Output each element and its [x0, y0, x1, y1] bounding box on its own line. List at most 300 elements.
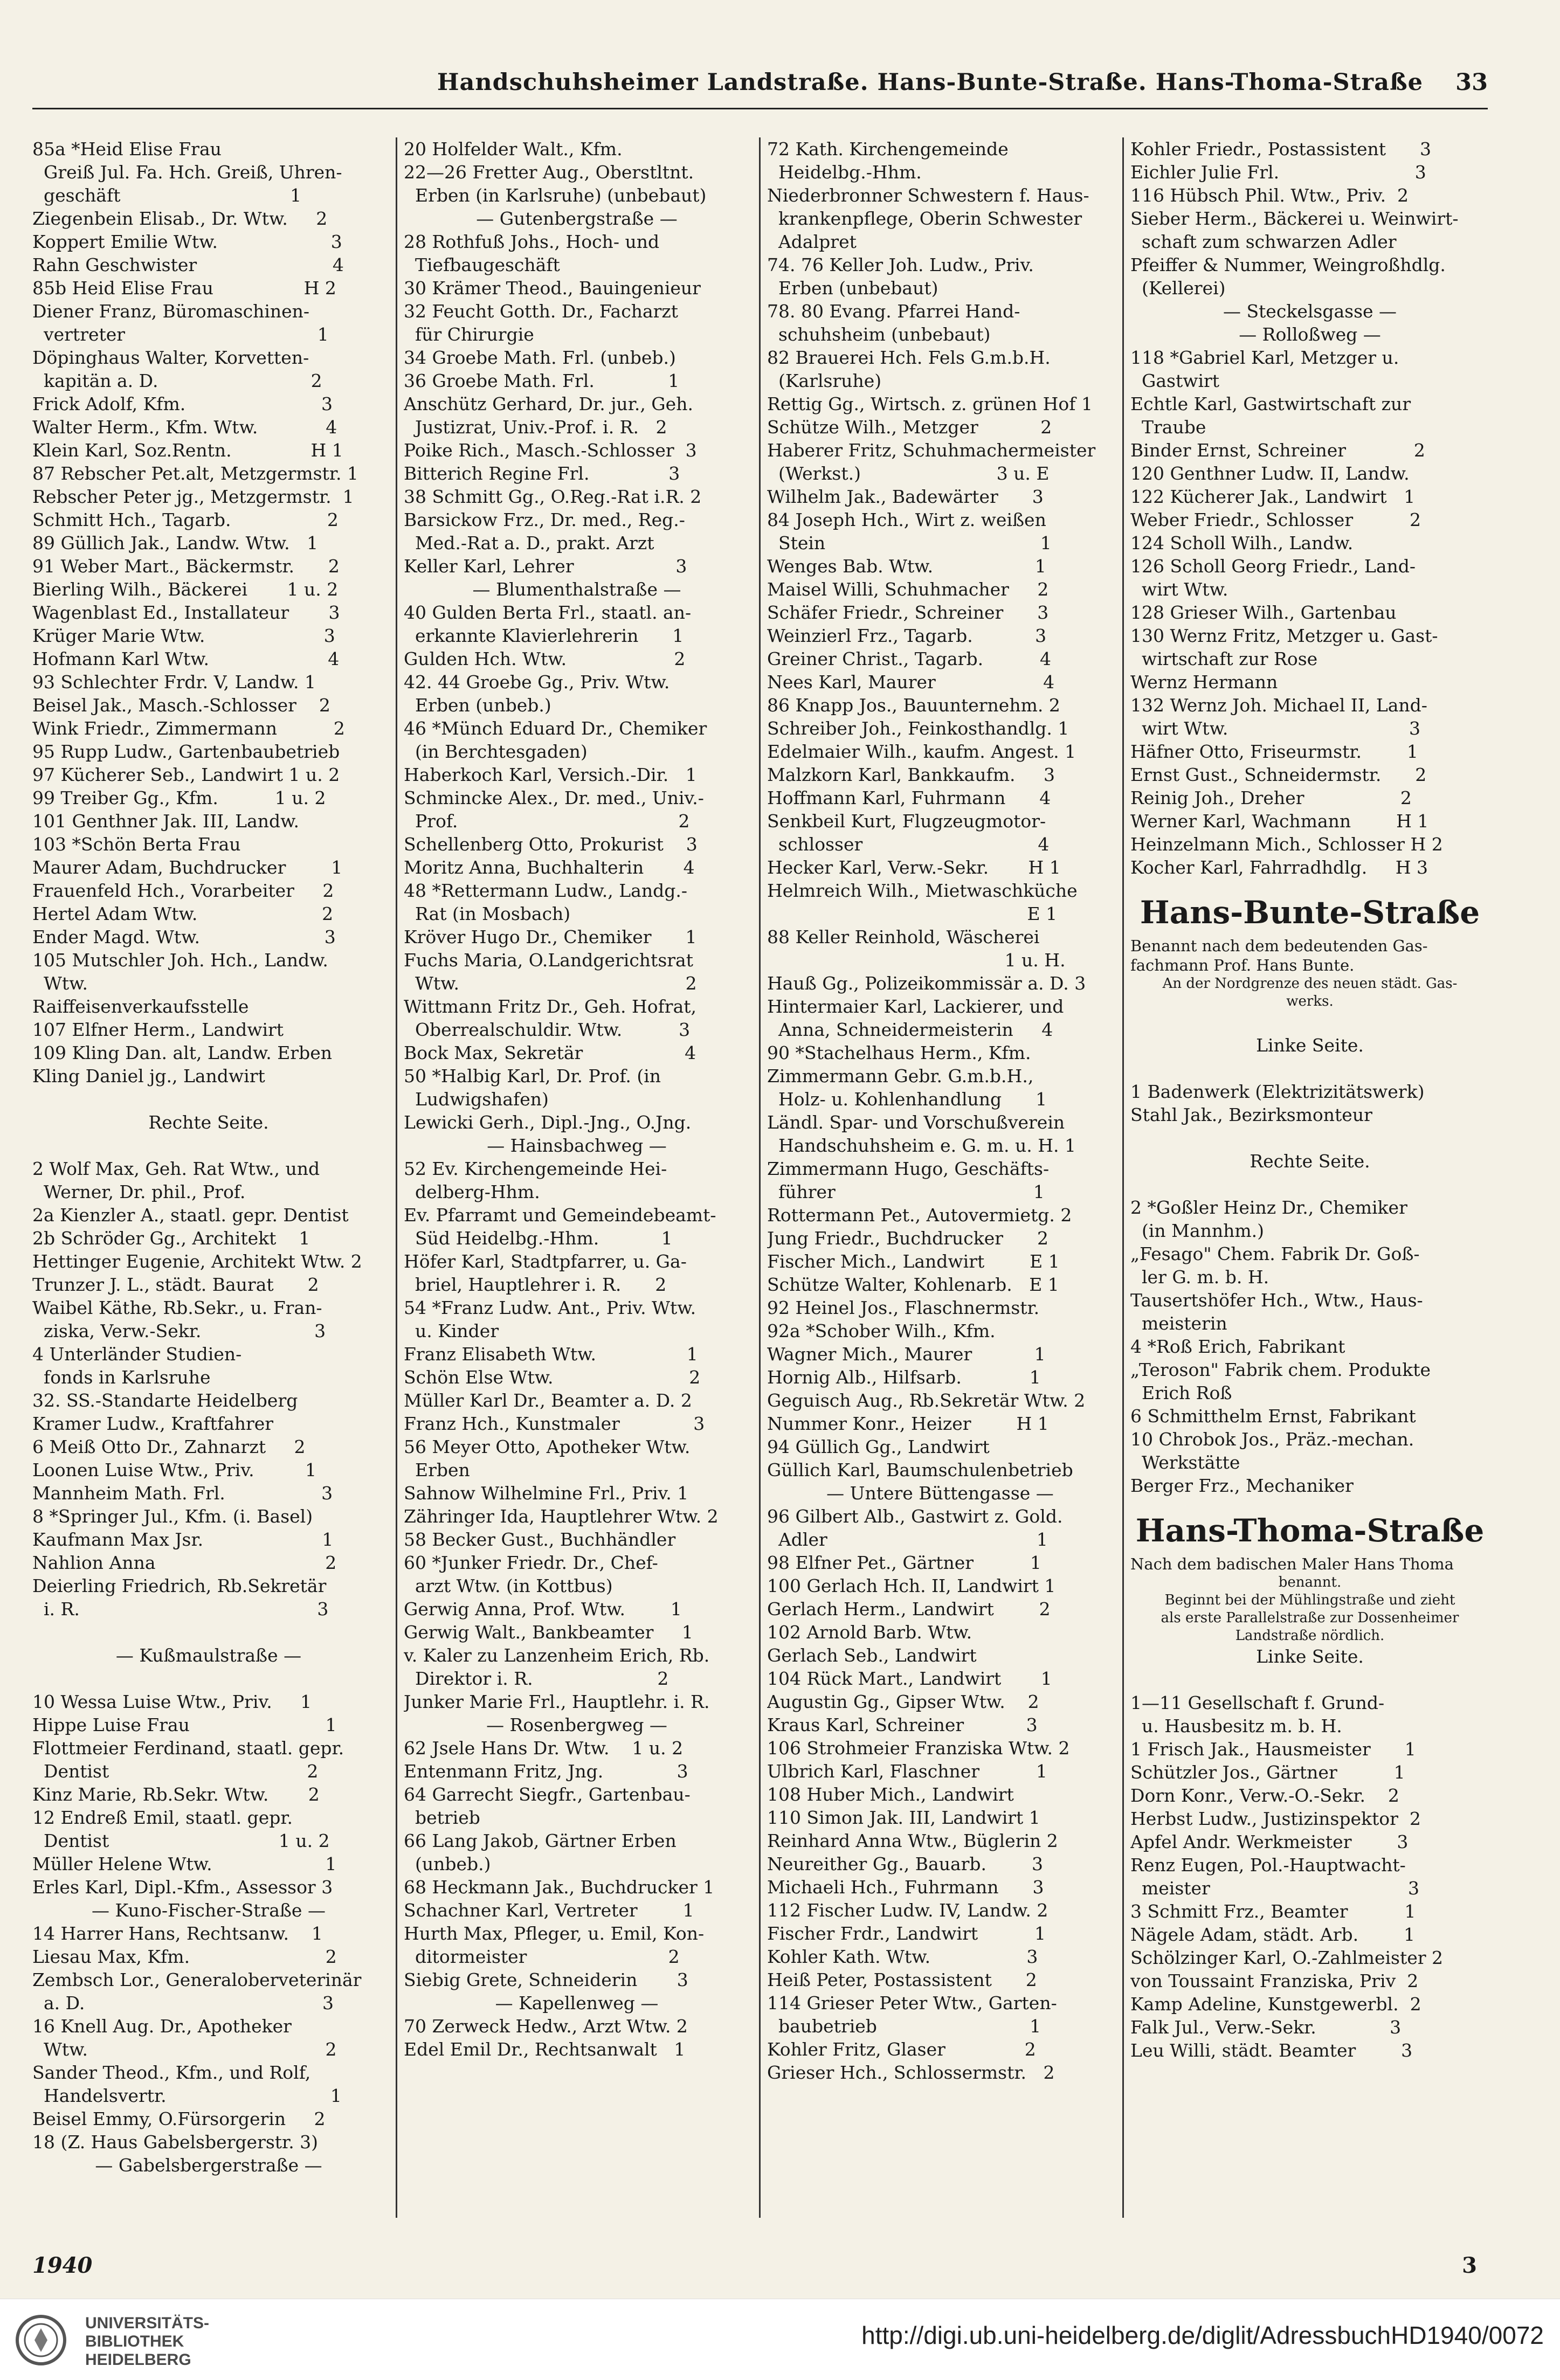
directory-entry: Beisel Jak., Masch.-Schlosser 2: [32, 695, 330, 716]
section-heading: — Hainsbachweg —: [487, 1135, 667, 1156]
directory-entry: 103 *Schön Berta Frau: [32, 834, 241, 855]
directory-entry: „Teroson" Fabrik chem. Produkte: [1130, 1359, 1431, 1380]
directory-entry: wirt Wtw.: [1130, 579, 1228, 600]
directory-entry: Fischer Mich., Landwirt E 1: [767, 1251, 1060, 1272]
directory-entry: Wagenblast Ed., Installateur 3: [32, 602, 340, 623]
directory-entry: 12 Endreß Emil, staatl. gepr.: [32, 1807, 293, 1828]
directory-entry: 132 Wernz Joh. Michael II, Land-: [1130, 695, 1427, 716]
directory-entry: Hauß Gg., Polizeikommissär a. D. 3: [767, 973, 1086, 994]
directory-entry: Eichler Julie Frl. 3: [1130, 162, 1426, 183]
directory-entry: 20 Holfelder Walt., Kfm.: [404, 139, 623, 160]
directory-entry: u. Hausbesitz m. b. H.: [1130, 1715, 1342, 1736]
directory-entry: Maisel Willi, Schuhmacher 2: [767, 579, 1049, 600]
directory-entry: 6 Meiß Otto Dr., Zahnarzt 2: [32, 1436, 306, 1457]
directory-entry: Rottermann Pet., Autovermietg. 2: [767, 1205, 1072, 1226]
directory-column-1: [32, 137, 385, 2218]
directory-entry: u. Kinder: [404, 1320, 499, 1341]
directory-entry: Prof. 2: [404, 811, 690, 832]
directory-entry: Wink Friedr., Zimmermann 2: [32, 718, 345, 739]
directory-entry: Echtle Karl, Gastwirtschaft zur: [1130, 393, 1411, 414]
directory-column-3: [759, 137, 1113, 2218]
directory-entry: Berger Frz., Mechaniker: [1130, 1475, 1354, 1496]
directory-entry: 4 *Roß Erich, Fabrikant: [1130, 1336, 1345, 1357]
directory-entry: Handschuhsheim e. G. m. u. H. 1: [767, 1135, 1076, 1156]
directory-entry: 1 Frisch Jak., Hausmeister 1: [1130, 1739, 1416, 1760]
directory-entry: 93 Schlechter Frdr. V, Landw. 1: [32, 672, 316, 693]
directory-entry: Frick Adolf, Kfm. 3: [32, 393, 333, 414]
directory-entry: „Fesago" Chem. Fabrik Dr. Goß-: [1130, 1243, 1420, 1264]
directory-entry: wirt Wtw. 3: [1130, 718, 1420, 739]
directory-entry: Siebig Grete, Schneiderin 3: [404, 1969, 688, 1990]
footer-page-number: 3: [1462, 2253, 1477, 2278]
directory-entry: kapitän a. D. 2: [32, 370, 322, 391]
directory-entry: 105 Mutschler Joh. Hch., Landw.: [32, 950, 328, 971]
directory-entry: Beisel Emmy, O.Fürsorgerin 2: [32, 2108, 326, 2129]
directory-entry: von Toussaint Franziska, Priv 2: [1130, 1970, 1419, 1991]
directory-entry: Tausertshöfer Hch., Wtw., Haus-: [1130, 1290, 1423, 1311]
directory-entry: wirtschaft zur Rose: [1130, 648, 1318, 669]
directory-entry: geschäft 1: [32, 185, 302, 206]
directory-entry: [32, 1088, 385, 1111]
directory-entry: 104 Rück Mart., Landwirt 1: [767, 1668, 1052, 1689]
directory-entry: Kaufmann Max Jsr. 1: [32, 1529, 334, 1550]
directory-entry: Wtw. 2: [32, 2039, 337, 2060]
directory-entry: Raiffeisenverkaufsstelle: [32, 996, 249, 1017]
directory-entry: schuhsheim (unbebaut): [767, 324, 991, 345]
directory-entry: Neureither Gg., Bauarb. 3: [767, 1853, 1043, 1874]
directory-entry: 95 Rupp Ludw., Gartenbaubetrieb: [32, 741, 340, 762]
section-heading: — Kuno-Fischer-Straße —: [92, 1900, 326, 1921]
directory-entry: Flottmeier Ferdinand, staatl. gepr.: [32, 1738, 344, 1759]
directory-entry: 32. SS.-Standarte Heidelberg: [32, 1390, 298, 1411]
directory-entry: Apfel Andr. Werkmeister 3: [1130, 1831, 1409, 1852]
directory-entry: Kinz Marie, Rb.Sekr. Wtw. 2: [32, 1784, 320, 1805]
library-bar: [0, 2299, 1560, 2380]
directory-entry: Beginnt bei der Mühlingstraße und zieht: [1164, 1592, 1455, 1608]
directory-entry: 72 Kath. Kirchengemeinde: [767, 139, 1009, 160]
directory-entry: Müller Karl Dr., Beamter a. D. 2: [404, 1390, 692, 1411]
directory-entry: Sander Theod., Kfm., und Rolf,: [32, 2062, 311, 2083]
directory-entry: (in Berchtesgaden): [404, 741, 588, 762]
library-name-line-3: HEIDELBERG: [85, 2351, 191, 2369]
directory-entry: [32, 1667, 385, 1690]
directory-entry: Jung Friedr., Buchdrucker 2: [767, 1228, 1048, 1249]
directory-entry: Rat (in Mosbach): [404, 903, 571, 924]
directory-entry: 88 Keller Reinhold, Wäscherei: [767, 926, 1040, 947]
directory-entry: E 1: [767, 903, 1058, 924]
directory-entry: Schützler Jos., Gärtner 1: [1130, 1762, 1405, 1783]
page-header-titles: Handschuhsheimer Landstraße. Hans-Bunte-Straße. Hans-Thoma-Straße: [437, 69, 1423, 96]
directory-entry: meisterin: [1130, 1313, 1227, 1334]
section-heading: Rechte Seite.: [148, 1112, 269, 1133]
directory-entry: 106 Strohmeier Franziska Wtw. 2: [767, 1738, 1070, 1759]
directory-entry: Ludwigshafen): [404, 1089, 549, 1110]
directory-entry: Häfner Otto, Friseurmstr. 1: [1130, 741, 1418, 762]
directory-entry: Zimmermann Gebr. G.m.b.H.,: [767, 1066, 1034, 1087]
directory-entry: Renz Eugen, Pol.-Hauptwacht-: [1130, 1855, 1406, 1876]
library-name-line-1: UNIVERSITÄTS-: [85, 2314, 210, 2332]
directory-entry: 28 Rothfuß Johs., Hoch- und: [404, 231, 660, 252]
directory-entry: Waibel Käthe, Rb.Sekr., u. Fran-: [32, 1297, 322, 1318]
section-heading: Linke Seite.: [1256, 1646, 1364, 1667]
directory-entry: Binder Ernst, Schreiner 2: [1130, 440, 1425, 461]
directory-entry: krankenpflege, Oberin Schwester: [767, 208, 1082, 229]
directory-entry: Heiß Peter, Postassistent 2: [767, 1969, 1037, 1990]
directory-entry: Rahn Geschwister 4: [32, 254, 344, 275]
directory-entry: Gastwirt: [1130, 370, 1220, 391]
directory-entry: Dentist 2: [32, 1761, 319, 1782]
directory-entry: 87 Rebscher Pet.alt, Metzgermstr. 1: [32, 463, 358, 484]
directory-entry: Zimmermann Hugo, Geschäfts-: [767, 1158, 1050, 1179]
directory-entry: Trunzer J. L., städt. Baurat 2: [32, 1274, 319, 1295]
directory-entry: (in Mannhm.): [1130, 1220, 1265, 1241]
directory-entry: schlosser 4: [767, 834, 1050, 855]
directory-entry: 85b Heid Elise Frau H 2: [32, 278, 336, 299]
directory-entry: Nees Karl, Maurer 4: [767, 672, 1055, 693]
directory-entry: Liesau Max, Kfm. 2: [32, 1946, 337, 1967]
directory-entry: Mannheim Math. Frl. 3: [32, 1483, 333, 1504]
directory-entry: Herbst Ludw., Justizinspektor 2: [1130, 1808, 1421, 1829]
directory-entry: ziska, Verw.-Sekr. 3: [32, 1320, 326, 1341]
directory-entry: 32 Feucht Gotth. Dr., Facharzt: [404, 301, 679, 322]
permalink-url[interactable]: http://digi.ub.uni-heidelberg.de/diglit/AdressbuchHD1940/0072: [861, 2321, 1544, 2349]
directory-entry: Klein Karl, Soz.Rentn. H 1: [32, 440, 343, 461]
directory-entry: Kocher Karl, Fahrradhdlg. H 3: [1130, 857, 1428, 878]
directory-entry: Greiner Christ., Tagarb. 4: [767, 648, 1051, 669]
directory-entry: 1 u. H.: [767, 950, 1066, 971]
directory-entry: benannt.: [1278, 1574, 1342, 1590]
directory-entry: 100 Gerlach Hch. II, Landwirt 1: [767, 1575, 1056, 1596]
directory-entry: Grieser Hch., Schlossermstr. 2: [767, 2062, 1055, 2083]
directory-entry: 1—11 Gesellschaft f. Grund-: [1130, 1692, 1385, 1713]
section-heading: — Rosenbergweg —: [486, 1714, 667, 1735]
directory-entry: Ender Magd. Wtw. 3: [32, 926, 336, 947]
directory-entry: Heidelbg.-Hhm.: [767, 162, 922, 183]
street-heading: Hans-Bunte-Straße: [1140, 894, 1480, 931]
directory-entry: 70 Zerweck Hedw., Arzt Wtw. 2: [404, 2016, 688, 2037]
directory-entry: 64 Garrecht Siegfr., Gartenbau-: [404, 1784, 691, 1805]
directory-entry: Helmreich Wilh., Mietwaschküche: [767, 880, 1078, 901]
directory-entry: Schellenberg Otto, Prokurist 3: [404, 834, 698, 855]
directory-entry: a. D. 3: [32, 1992, 334, 2014]
directory-entry: Kamp Adeline, Kunstgewerbl. 2: [1130, 1994, 1421, 2015]
directory-entry: (Werkst.) 3 u. E: [767, 463, 1050, 484]
directory-entry: 74. 76 Keller Joh. Ludw., Priv.: [767, 254, 1034, 275]
directory-entry: 6 Schmitthelm Ernst, Fabrikant: [1130, 1406, 1416, 1427]
directory-entry: 3 Schmitt Frz., Beamter 1: [1130, 1901, 1416, 1922]
directory-entry: Anschütz Gerhard, Dr. jur., Geh.: [404, 393, 693, 414]
section-heading: — Rolloßweg —: [1239, 324, 1381, 345]
directory-entry: Erben (in Karlsruhe) (unbebaut): [404, 185, 707, 206]
directory-entry: Holz- u. Kohlenhandlung 1: [767, 1089, 1047, 1110]
directory-entry: 97 Kücherer Seb., Landwirt 1 u. 2: [32, 764, 340, 785]
directory-entry: arzt Wtw. (in Kottbus): [404, 1575, 613, 1596]
directory-entry: Kohler Kath. Wtw. 3: [767, 1946, 1038, 1967]
directory-entry: Schmincke Alex., Dr. med., Univ.-: [404, 787, 704, 808]
directory-entry: Wtw.: [32, 973, 88, 994]
directory-entry: Erben: [404, 1459, 470, 1480]
directory-entry: Hecker Karl, Verw.-Sekr. H 1: [767, 857, 1061, 878]
directory-entry: Barsickow Frz., Dr. med., Reg.-: [404, 509, 685, 530]
directory-entry: 22—26 Fretter Aug., Oberstltnt.: [404, 162, 694, 183]
directory-entry: 14 Harrer Hans, Rechtsanw. 1: [32, 1923, 323, 1944]
directory-entry: Gerlach Seb., Landwirt: [767, 1645, 977, 1666]
directory-entry: delberg-Hhm.: [404, 1181, 540, 1202]
directory-entry: 101 Genthner Jak. III, Landw.: [32, 811, 299, 832]
directory-entry: Malzkorn Karl, Bankkaufm. 3: [767, 764, 1055, 785]
directory-entry: Wernz Hermann: [1130, 672, 1278, 693]
directory-column-2: [396, 137, 750, 2218]
directory-entry: Weinzierl Frz., Tagarb. 3: [767, 625, 1047, 646]
directory-entry: Zembsch Lor., Generaloberveterinär: [32, 1969, 362, 1990]
directory-entry: Fuchs Maria, O.Landgerichtsrat: [404, 950, 693, 971]
directory-entry: Kohler Friedr., Postassistent 3: [1130, 139, 1431, 160]
directory-entry: Falk Jul., Verw.-Sekr. 3: [1130, 2017, 1402, 2038]
directory-entry: 4 Unterländer Studien-: [32, 1344, 242, 1365]
directory-entry: Loonen Luise Wtw., Priv. 1: [32, 1459, 316, 1480]
directory-entry: Gerwig Walt., Bankbeamter 1: [404, 1622, 693, 1643]
directory-entry: Walter Herm., Kfm. Wtw. 4: [32, 417, 337, 438]
directory-entry: fonds in Karlsruhe: [32, 1367, 211, 1388]
directory-entry: Bitterich Regine Frl. 3: [404, 463, 680, 484]
directory-entry: Rettig Gg., Wirtsch. z. grünen Hof 1: [767, 393, 1093, 414]
directory-entry: Franz Hch., Kunstmaler 3: [404, 1413, 705, 1434]
directory-entry: Hintermaier Karl, Lackierer, und: [767, 996, 1064, 1017]
directory-entry: Rebscher Peter jg., Metzgermstr. 1: [32, 486, 354, 507]
directory-entry: Gulden Hch. Wtw. 2: [404, 648, 686, 669]
directory-entry: Ländl. Spar- und Vorschußverein: [767, 1112, 1065, 1133]
directory-entry: Greiß Jul. Fa. Hch. Greiß, Uhren-: [32, 162, 342, 183]
directory-entry: Sahnow Wilhelmine Frl., Priv. 1: [404, 1483, 689, 1504]
directory-entry: 10 Wessa Luise Wtw., Priv. 1: [32, 1691, 312, 1712]
directory-entry: 98 Elfner Pet., Gärtner 1: [767, 1552, 1041, 1573]
directory-entry: Deierling Friedrich, Rb.Sekretär: [32, 1575, 327, 1596]
directory-entry: 38 Schmitt Gg., O.Reg.-Rat i.R. 2: [404, 486, 702, 507]
directory-entry: Süd Heidelbg.-Hhm. 1: [404, 1228, 673, 1249]
section-heading: — Blumenthalstraße —: [472, 579, 681, 600]
directory-entry: 46 *Münch Eduard Dr., Chemiker: [404, 718, 707, 739]
directory-entry: Edelmaier Wilh., kaufm. Angest. 1: [767, 741, 1076, 762]
directory-entry: 52 Ev. Kirchengemeinde Hei-: [404, 1158, 667, 1179]
directory-entry: meister 3: [1130, 1878, 1419, 1899]
section-heading: — Steckelsgasse —: [1223, 301, 1397, 322]
directory-entry: Ernst Gust., Schneidermstr. 2: [1130, 764, 1427, 785]
directory-entry: 89 Güllich Jak., Landw. Wtw. 1: [32, 532, 319, 554]
directory-entry: (unbeb.): [404, 1853, 491, 1874]
directory-entry: Zähringer Ida, Hauptlehrer Wtw. 2: [404, 1506, 719, 1527]
directory-entry: Kröver Hugo Dr., Chemiker 1: [404, 926, 697, 947]
directory-entry: 2 Wolf Max, Geh. Rat Wtw., und: [32, 1158, 320, 1179]
directory-entry: 94 Güllich Gg., Landwirt: [767, 1436, 990, 1457]
directory-entry: führer 1: [767, 1181, 1045, 1202]
directory-entry: fachmann Prof. Hans Bunte.: [1130, 956, 1355, 974]
directory-entry: Schachner Karl, Vertreter 1: [404, 1900, 694, 1921]
directory-entry: Erben (unbebaut): [767, 278, 938, 299]
section-heading: — Gabelsbergerstraße —: [95, 2155, 322, 2176]
directory-entry: 40 Gulden Berta Frl., staatl. an-: [404, 602, 692, 623]
directory-entry: 60 *Junker Friedr. Dr., Chef-: [404, 1552, 658, 1573]
directory-entry: Hoffmann Karl, Fuhrmann 4: [767, 787, 1051, 808]
directory-entry: Hofmann Karl Wtw. 4: [32, 648, 340, 669]
directory-entry: Bierling Wilh., Bäckerei 1 u. 2: [32, 579, 339, 600]
directory-entry: 109 Kling Dan. alt, Landw. Erben: [32, 1042, 332, 1063]
directory-entry: Haberer Fritz, Schuhmachermeister: [767, 440, 1096, 461]
directory-entry: Hurth Max, Pfleger, u. Emil, Kon-: [404, 1923, 705, 1944]
directory-entry: Wtw. 2: [404, 973, 697, 994]
directory-entry: Erben (unbeb.): [404, 695, 551, 716]
section-heading: — Kußmaulstraße —: [115, 1645, 302, 1666]
directory-entry: 102 Arnold Barb. Wtw.: [767, 1622, 972, 1643]
directory-entry: Michaeli Hch., Fuhrmann 3: [767, 1877, 1044, 1898]
directory-entry: [1130, 1057, 1489, 1080]
directory-entry: Anna, Schneidermeisterin 4: [767, 1019, 1053, 1040]
library-name-line-2: BIBLIOTHEK: [85, 2333, 184, 2350]
directory-entry: Reinig Joh., Dreher 2: [1130, 787, 1412, 808]
directory-entry: Wenges Bab. Wtw. 1: [767, 556, 1046, 577]
directory-entry: Hertel Adam Wtw. 2: [32, 903, 334, 924]
directory-entry: 92a *Schober Wilh., Kfm.: [767, 1320, 996, 1341]
directory-entry: betrieb: [404, 1807, 480, 1828]
directory-entry: Schreiber Joh., Feinkosthandlg. 1: [767, 718, 1069, 739]
directory-entry: v. Kaler zu Lanzenheim Erich, Rb.: [404, 1645, 710, 1666]
directory-entry: 56 Meyer Otto, Apotheker Wtw.: [404, 1436, 691, 1457]
directory-entry: Wagner Mich., Maurer 1: [767, 1344, 1046, 1365]
directory-entry: Ulbrich Karl, Flaschner 1: [767, 1761, 1047, 1782]
directory-entry: Hettinger Eugenie, Architekt Wtw. 2: [32, 1251, 362, 1272]
directory-entry: 2 *Goßler Heinz Dr., Chemiker: [1130, 1197, 1407, 1218]
directory-entry: 124 Scholl Wilh., Landw.: [1130, 532, 1354, 554]
directory-entry: 54 *Franz Ludw. Ant., Priv. Wtw.: [404, 1297, 696, 1318]
directory-entry: 114 Grieser Peter Wtw., Garten-: [767, 1992, 1057, 2014]
street-heading: Hans-Thoma-Straße: [1135, 1512, 1485, 1549]
directory-entry: Keller Karl, Lehrer 3: [404, 556, 687, 577]
page-footer: [32, 2253, 1488, 2285]
directory-entry: Diener Franz, Büromaschinen-: [32, 301, 310, 322]
directory-entry: 86 Knapp Jos., Bauunternehm. 2: [767, 695, 1060, 716]
directory-entry: Hippe Luise Frau 1: [32, 1714, 337, 1735]
directory-entry: 2a Kienzler A., staatl. gepr. Dentist: [32, 1205, 349, 1226]
directory-entry: [1130, 1011, 1489, 1034]
header-rule: [32, 108, 1488, 109]
directory-entry: werks.: [1286, 993, 1334, 1009]
directory-entry: 110 Simon Jak. III, Landwirt 1: [767, 1807, 1040, 1828]
directory-entry: 92 Heinel Jos., Flaschnermstr.: [767, 1297, 1040, 1318]
directory-entry: [32, 1134, 385, 1157]
directory-entry: Döpinghaus Walter, Korvetten-: [32, 347, 309, 368]
directory-entry: Müller Helene Wtw. 1: [32, 1853, 337, 1874]
directory-entry: Franz Elisabeth Wtw. 1: [404, 1344, 698, 1365]
directory-entry: Koppert Emilie Wtw. 3: [32, 231, 342, 252]
directory-entry: 2b Schröder Gg., Architekt 1: [32, 1228, 310, 1249]
directory-entry: 16 Knell Aug. Dr., Apotheker: [32, 2016, 292, 2037]
directory-entry: 107 Elfner Herm., Landwirt: [32, 1019, 284, 1040]
directory-entry: Adalpret: [767, 231, 857, 252]
directory-entry: Direktor i. R. 2: [404, 1668, 669, 1689]
directory-entry: ler G. m. b. H.: [1130, 1267, 1269, 1288]
directory-entry: 112 Fischer Ludw. IV, Landw. 2: [767, 1900, 1048, 1921]
footer-year: 1940: [32, 2253, 93, 2278]
directory-entry: Dorn Konr., Verw.-O.-Sekr. 2: [1130, 1785, 1399, 1806]
directory-entry: (Karlsruhe): [767, 370, 882, 391]
directory-entry: Senkbeil Kurt, Flugzeugmotor-: [767, 811, 1046, 832]
directory-entry: Pfeiffer & Nummer, Weingroßhdlg.: [1130, 254, 1446, 275]
directory-entry: 68 Heckmann Jak., Buchdrucker 1: [404, 1877, 715, 1898]
directory-entry: für Chirurgie: [404, 324, 534, 345]
directory-entry: Niederbronner Schwestern f. Haus-: [767, 185, 1089, 206]
directory-entry: Schütze Wilh., Metzger 2: [767, 417, 1052, 438]
directory-entry: Fischer Frdr., Landwirt 1: [767, 1923, 1046, 1944]
directory-entry: Poike Rich., Masch.-Schlosser 3: [404, 440, 697, 461]
directory-entry: Wilhelm Jak., Badewärter 3: [767, 486, 1044, 507]
directory-entry: Nahlion Anna 2: [32, 1552, 337, 1573]
directory-entry: Kohler Fritz, Glaser 2: [767, 2039, 1036, 2060]
directory-entry: 84 Joseph Hch., Wirt z. weißen: [767, 509, 1046, 530]
directory-entry: Junker Marie Frl., Hauptlehr. i. R.: [404, 1691, 710, 1712]
directory-entry: (Kellerei): [1130, 278, 1226, 299]
directory-entry: [1130, 1173, 1489, 1196]
directory-entry: Nummer Konr., Heizer H 1: [767, 1413, 1049, 1434]
page-number: 33: [1455, 69, 1488, 96]
directory-entry: Entenmann Fritz, Jng. 3: [404, 1761, 688, 1782]
directory-entry: Gerlach Herm., Landwirt 2: [767, 1599, 1051, 1620]
directory-entry: 10 Chrobok Jos., Präz.-mechan.: [1130, 1429, 1414, 1450]
directory-entry: Frauenfeld Hch., Vorarbeiter 2: [32, 880, 334, 901]
directory-entry: Stahl Jak., Bezirksmonteur: [1130, 1104, 1372, 1125]
directory-entry: 62 Jsele Hans Dr. Wtw. 1 u. 2: [404, 1738, 684, 1759]
directory-entry: briel, Hauptlehrer i. R. 2: [404, 1274, 667, 1295]
directory-entry: 82 Brauerei Hch. Fels G.m.b.H.: [767, 347, 1051, 368]
directory-entry: Werner Karl, Wachmann H 1: [1130, 811, 1429, 832]
directory-entry: ditormeister 2: [404, 1946, 680, 1967]
directory-entry: Ziegenbein Elisab., Dr. Wtw. 2: [32, 208, 328, 229]
directory-entry: Justizrat, Univ.-Prof. i. R. 2: [404, 417, 667, 438]
directory-column-4: [1122, 137, 1489, 2218]
directory-entry: 8 *Springer Jul., Kfm. (i. Basel): [32, 1506, 313, 1527]
directory-columns: [32, 137, 1488, 2218]
directory-entry: 36 Groebe Math. Frl. 1: [404, 370, 680, 391]
directory-entry: [1130, 1668, 1489, 1691]
directory-entry: 50 *Halbig Karl, Dr. Prof. (in: [404, 1066, 661, 1087]
directory-entry: [1130, 1126, 1489, 1150]
page-header: [32, 69, 1488, 101]
directory-entry: 128 Grieser Wilh., Gartenbau: [1130, 602, 1397, 623]
directory-entry: schaft zum schwarzen Adler: [1130, 231, 1397, 252]
section-heading: Linke Seite.: [1256, 1035, 1364, 1056]
directory-entry: 91 Weber Mart., Bäckermstr. 2: [32, 556, 340, 577]
directory-entry: vertreter 1: [32, 324, 329, 345]
directory-entry: Med.-Rat a. D., prakt. Arzt: [404, 532, 654, 554]
directory-entry: Schäfer Friedr., Schreiner 3: [767, 602, 1049, 623]
directory-entry: Weber Friedr., Schlosser 2: [1130, 509, 1421, 530]
directory-entry: i. R. 3: [32, 1599, 329, 1620]
directory-entry: Maurer Adam, Buchdrucker 1: [32, 857, 343, 878]
directory-entry: Schön Else Wtw. 2: [404, 1367, 701, 1388]
section-heading: — Untere Büttengasse —: [826, 1483, 1054, 1504]
directory-entry: Schölzinger Karl, O.-Zahlmeister 2: [1130, 1947, 1444, 1968]
directory-entry: Tiefbaugeschäft: [404, 254, 560, 275]
directory-entry: Werkstätte: [1130, 1452, 1240, 1473]
directory-entry: 30 Krämer Theod., Bauingenieur: [404, 278, 701, 299]
section-heading: — Kapellenweg —: [495, 1992, 659, 2014]
directory-entry: Oberrealschuldir. Wtw. 3: [404, 1019, 691, 1040]
directory-entry: 34 Groebe Math. Frl. (unbeb.): [404, 347, 676, 368]
library-name[interactable]: [85, 2314, 209, 2369]
directory-entry: erkannte Klavierlehrerin 1: [404, 625, 684, 646]
directory-entry: 120 Genthner Ludw. II, Landw.: [1130, 463, 1410, 484]
directory-entry: Leu Willi, städt. Beamter 3: [1130, 2040, 1413, 2061]
directory-entry: Lewicki Gerh., Dipl.-Jng., O.Jng.: [404, 1112, 692, 1133]
directory-entry: Kramer Ludw., Kraftfahrer: [32, 1413, 274, 1434]
